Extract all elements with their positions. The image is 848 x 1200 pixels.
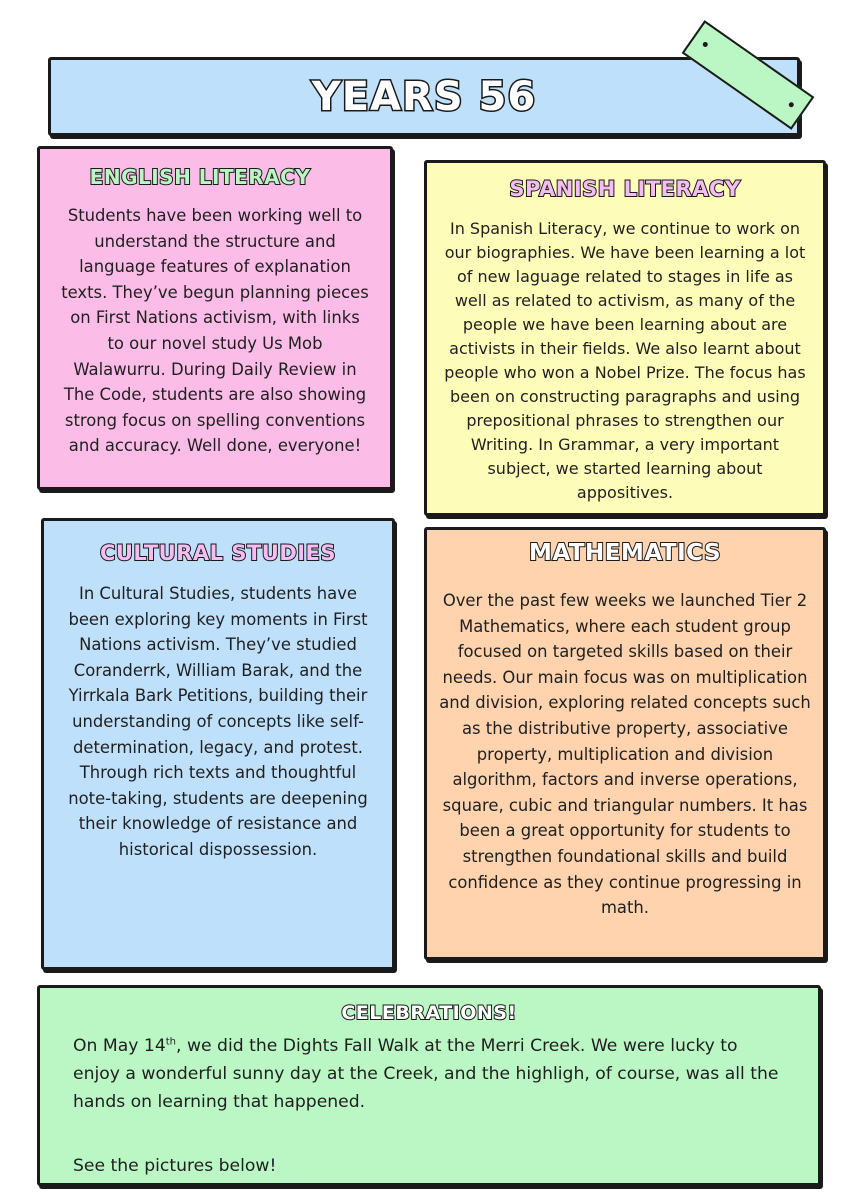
celebrations-text-start: On May 14 xyxy=(73,1036,166,1056)
celebrations-text xyxy=(40,1032,818,1116)
celebrations-text-rest: , we did the Dights Fall Walk at the Merri Creek. We were lucky to enjoy a wonderful sunny day at the Creek, and the highligh, of course, was all the hands on learning that happened. xyxy=(73,1036,779,1112)
mathematics-heading: MATHEMATICS xyxy=(528,540,722,566)
cultural-studies-heading: CULTURAL STUDIES xyxy=(99,541,337,565)
spanish-literacy-heading: SPANISH LITERACY xyxy=(509,177,741,201)
cultural-studies-text: In Cultural Studies, students have been exploring key moments in First Nations activism. They’ve studied Coranderrk, William Barak, and the Yirrkala Bark Petitions, building their understanding of concepts like self-determination, legacy, and protest. Through rich texts and thoughtful note-taking, students are deepening their knowledge of resistance and historical dispossession. xyxy=(68,584,368,859)
ordinal-suffix: th xyxy=(165,1036,177,1048)
celebrations-heading: CELEBRATIONS! xyxy=(341,1002,517,1024)
english-literacy-text: Students have been working well to understand the structure and language features of explanation texts. They’ve begun planning pieces on First Nations activism, with links to our novel study Us Mob Walawurru. During Daily Review in The Code, students are also showing strong focus on spelling conventions and accuracy. Well done, everyone! xyxy=(61,206,369,456)
cultural-studies-card xyxy=(41,518,395,970)
tape-hole xyxy=(702,41,709,48)
spanish-literacy-text: In Spanish Literacy, we continue to work on our biographies. We have been learning a lot of new laguage related to stages in life as well as related to activism, as many of the people we have been learning about are activists in their fields. We also learnt about people who won a Nobel Prize. The focus has been on constructing paragraphs and using prepositional phrases to strengthen our Writing. In Grammar, a very important subject, we started learning about appositives. xyxy=(444,219,806,502)
tape-hole xyxy=(788,101,795,108)
celebrations-card xyxy=(37,985,821,1186)
english-literacy-card xyxy=(37,146,393,490)
page-title: YEARS 56 xyxy=(311,73,537,120)
spanish-literacy-card xyxy=(424,160,826,516)
mathematics-text: Over the past few weeks we launched Tier 2 Mathematics, where each student group focused on targeted skills based on their needs. Our main focus was on multiplication and division, exploring related concepts such as the distributive property, associative property, multiplication and division algorithm, factors and inverse operations, square, cubic and triangular numbers. It has been a great opportunity for students to strengthen foundational skills and build confidence as they continue progressing in math. xyxy=(439,591,811,918)
celebrations-closing: See the pictures below! xyxy=(73,1156,277,1176)
english-literacy-heading: ENGLISH LITERACY xyxy=(89,165,311,189)
mathematics-card xyxy=(424,527,826,960)
title-banner xyxy=(48,57,800,136)
